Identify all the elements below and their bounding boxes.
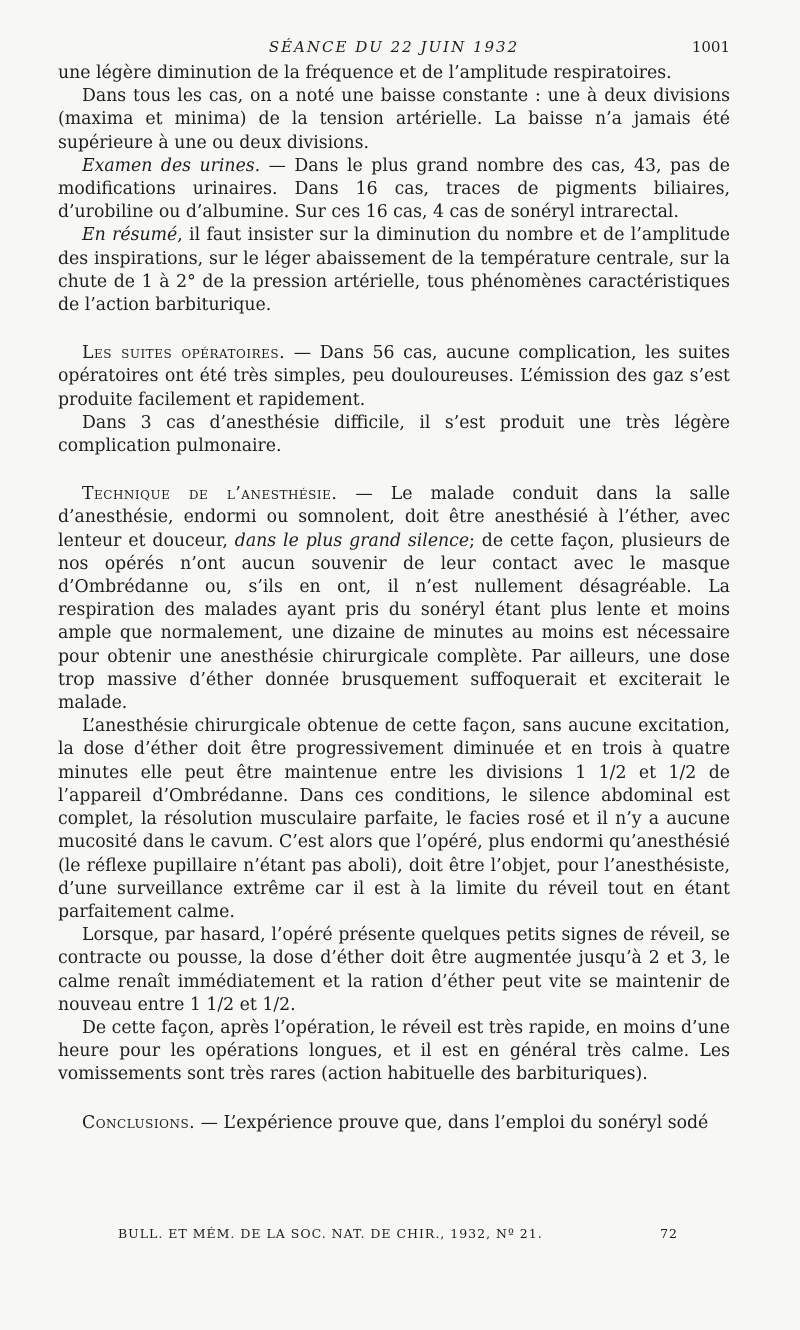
section-suites-heading: Les suites opératoires. bbox=[82, 343, 286, 364]
paragraph-4-text: , il faut insister sur la diminution du nombre et de l’amplitude des inspirations, sur le léger abaissement de la température centrale, sur la chute de 1 à 2° de la pression artérielle, tous phénomènes caractéristiques de l’action barbiturique. bbox=[58, 225, 730, 316]
section-suites-text: — Dans 56 cas, aucune complication, les suites opératoires ont été très simples, peu douloureuses. L’émission des gaz s’est produite facilement et rapidement. bbox=[58, 343, 730, 410]
footer-citation: BULL. ET MÉM. DE LA SOC. NAT. DE CHIR., 1932, Nº 21. bbox=[118, 1226, 543, 1241]
running-title: SÉANCE DU 22 JUIN 1932 bbox=[268, 38, 520, 56]
paragraph-3 bbox=[58, 155, 730, 225]
section-conclusions bbox=[58, 1112, 730, 1135]
section-technique-heading: Technique de l’anesthésie. bbox=[82, 484, 338, 505]
section-technique bbox=[58, 483, 730, 715]
paragraph-9: Lorsque, par hasard, l’opéré présente quelques petits signes de réveil, se contracte ou pousse, la dose d’éther doit être augmentée jusqu’à 2 et 3, le calme renaît immédiatement et la ration d’éther peut vite se maintenir de nouveau entre 1 1/2 et 1/2. bbox=[58, 925, 730, 1015]
paragraph-6: Dans 3 cas d’anesthésie difficile, il s’est produit une très légère complication pulmonaire. bbox=[58, 412, 730, 457]
section-conclusions-text: — L’expérience prouve que, dans l’emploi du sonéryl sodé bbox=[195, 1112, 709, 1133]
section-technique-text-a: — Le malade conduit dans la salle d’anesthésie, endormi ou somnolent, doit être anesthésié à l’éther, avec lenteur et douceur, bbox=[58, 484, 730, 551]
section-technique-text-b: ; de cette façon, plusieurs de nos opérés n’ont aucun souvenir de leur contact avec le masque d’Ombrédanne ou, s’ils en ont, il n’est nullement désagréable. La respiration des malades ayant pris du sonéryl étant plus lente et moins ample que normalement, une dizaine de minutes au moins est nécessaire pour obtenir une anesthésie chirurgicale complète. Par ailleurs, une dose trop massive d’éther donnée brusquement suffoquerait et exciterait le malade. bbox=[58, 530, 730, 714]
paragraph-2: Dans tous les cas, on a noté une baisse constante : une à deux divisions (maxima et minima) de la tension artérielle. La baisse n’a jamais été supérieure à une ou deux divisions. bbox=[58, 86, 730, 153]
signature-mark: 72 bbox=[660, 1226, 678, 1241]
paragraph-3-lead: Examen des urines. bbox=[82, 155, 261, 176]
section-technique-italic: dans le plus grand silence bbox=[234, 530, 470, 551]
page bbox=[58, 30, 730, 1135]
paragraph-10: De cette façon, après l’opération, le réveil est très rapide, en moins d’une heure pour les opérations longues, et il est en général très calme. Les vomissements sont très rares (action habituelle des barbituriques). bbox=[58, 1017, 730, 1085]
running-head bbox=[58, 30, 730, 62]
paragraph-8: L’anesthésie chirurgicale obtenue de cette façon, sans aucune excitation, la dose d’éther doit être progressivement diminuée et en trois à quatre minutes elle peut être maintenue entre les divisions 1 1/2 et 1/2 de l’appareil d’Ombrédanne. Dans ces conditions, le silence abdominal est complet, la résolution musculaire parfaite, le facies rosé et il n’y a aucune mucosité dans le cavum. C’est alors que l’opéré, plus endormi qu’anesthésié (le réflexe pupillaire n’étant pas aboli), doit être l’objet, pour l’anesthésiste, d’une surveillance extrême car il est à la limite du réveil tout en étant parfaitement calme. bbox=[58, 716, 730, 922]
paragraph-1: une légère diminution de la fréquence et de l’amplitude respiratoires. bbox=[58, 63, 672, 83]
section-suites bbox=[58, 342, 730, 412]
section-conclusions-heading: Conclusions. bbox=[82, 1112, 196, 1133]
paragraph-4 bbox=[58, 224, 730, 317]
page-number: 1001 bbox=[691, 38, 730, 56]
paragraph-4-lead: En résumé bbox=[82, 225, 178, 246]
footer bbox=[118, 1226, 678, 1241]
paragraph-3-text: — Dans le plus grand nombre des cas, 43, pas de modifications urinaires. Dans 16 cas, traces de pigments biliaires, d’urobiline ou d’albumine. Sur ces 16 cas, 4 cas de sonéryl intrarectal. bbox=[58, 155, 730, 223]
